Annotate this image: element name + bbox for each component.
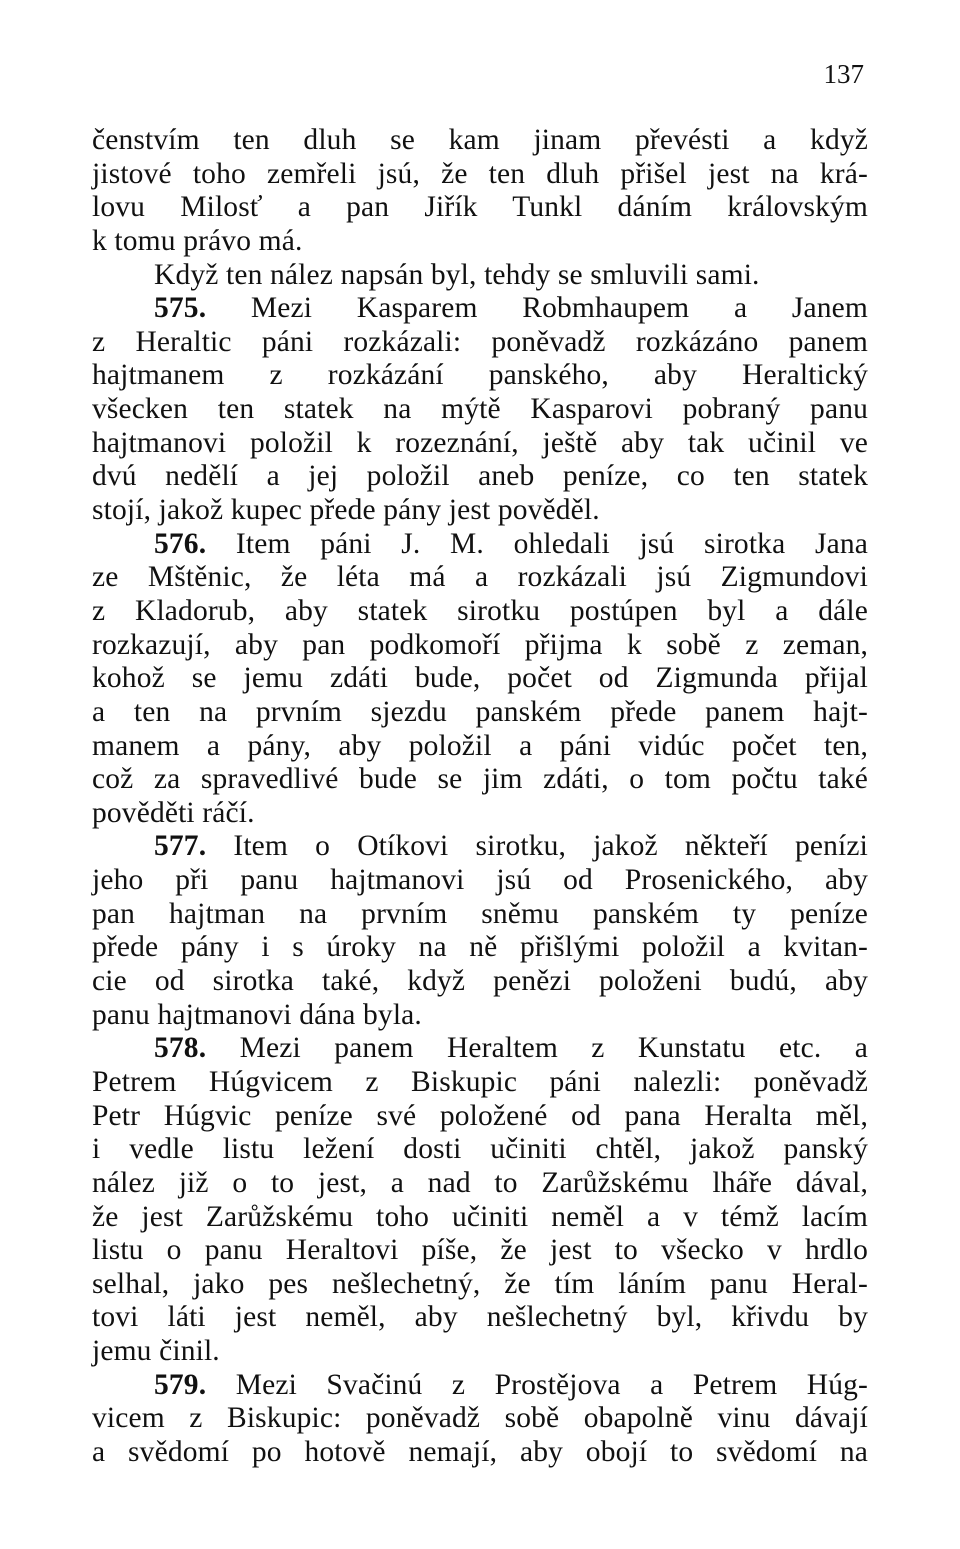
- line-text: z Heraltic páni rozkázali: poněvadž rozkázáno panem: [92, 325, 868, 358]
- line-text: pan hajtman na prvním sněmu panském ty peníze: [92, 897, 868, 930]
- text-line: [92, 1402, 868, 1436]
- text-line: [92, 427, 868, 461]
- text-line: [92, 191, 868, 225]
- text-line: [92, 595, 868, 629]
- line-text: a ten na prvním sjezdu panském přede panem hajt-: [92, 695, 868, 728]
- section-number: 579.: [154, 1368, 207, 1401]
- text-line: [92, 225, 868, 259]
- line-text: Item páni J. M. ohledali jsú sirotka Jana: [206, 527, 868, 560]
- line-text: vicem z Biskupic: poněvadž sobě obapolně vinu dávají: [92, 1402, 868, 1435]
- text-line: [92, 696, 868, 730]
- line-text: dvú nedělí a jej položil aneb peníze, co ten statek: [92, 460, 868, 493]
- line-text: hajtmanovi položil k rozeznání, ještě aby tak učinil ve: [92, 426, 868, 459]
- text-line: [92, 1133, 868, 1167]
- section-number: 576.: [154, 527, 207, 560]
- text-line: [92, 662, 868, 696]
- line-text: rozkazují, aby pan podkomoří přijma k sobě z zeman,: [92, 628, 868, 661]
- text-line: [92, 864, 868, 898]
- text-line: [92, 730, 868, 764]
- body-text: [92, 124, 868, 1470]
- text-line: [92, 1436, 868, 1470]
- text-line: [92, 1201, 868, 1235]
- text-line: [92, 1234, 868, 1268]
- text-line: [92, 460, 868, 494]
- text-line: [92, 326, 868, 360]
- line-text: a svědomí po hotově nemají, aby obojí to svědomí na: [92, 1435, 868, 1468]
- text-line: [92, 158, 868, 192]
- section-number: 575.: [154, 292, 207, 325]
- text-line: [92, 1167, 868, 1201]
- section-start-line: [92, 1032, 868, 1066]
- section-start-line: [92, 528, 868, 562]
- text-line: [92, 561, 868, 595]
- text-line: [92, 393, 868, 427]
- line-text: tovi láti jest neměl, aby nešlechetný byl, křivdu by: [92, 1301, 868, 1334]
- line-text: kohož se jemu zdáti bude, počet od Zigmunda přijal: [92, 662, 868, 695]
- text-line: [92, 965, 868, 999]
- section-number: 578.: [154, 1032, 207, 1065]
- line-text: listu o panu Heraltovi píše, že jest to všecko v hrdlo: [92, 1234, 868, 1267]
- line-text: cie od sirotka také, když penězi položeni budú, aby: [92, 965, 868, 998]
- text-line: [92, 629, 868, 663]
- line-text: jeho při panu hajtmanovi jsú od Prosenického, aby: [92, 864, 868, 897]
- text-line: [92, 1335, 868, 1369]
- line-text: i vedle listu ležení dosti učiniti chtěl, jakož panský: [92, 1133, 868, 1166]
- line-text: ze Mštěnic, že léta má a rozkázali jsú Zigmundovi: [92, 561, 868, 594]
- text-line: [92, 1066, 868, 1100]
- line-text: hajtmanem z rozkázání panského, aby Heraltický: [92, 359, 868, 392]
- line-text: selhal, jako pes nešlechetný, že tím láním panu Heral-: [92, 1267, 868, 1300]
- line-text: všecken ten statek na mýtě Kasparovi pobraný panu: [92, 393, 868, 426]
- page-number: 137: [823, 59, 864, 89]
- line-text: Petr Húgvic peníze své položené od pana Heralta měl,: [92, 1099, 868, 1132]
- line-text: nález již o to jest, a nad to Zarůžskému lháře dával,: [92, 1166, 868, 1199]
- line-text: k tomu právo má.: [92, 224, 303, 257]
- line-text: jistové toho zemřeli jsú, že ten dluh přišel jest na krá-: [92, 157, 868, 190]
- line-text: z Kladorub, aby statek sirotku postúpen byl a dále: [92, 594, 868, 627]
- line-text: že jest Zarůžskému toho učiniti neměl a v témž lacím: [92, 1200, 868, 1233]
- line-text: Mezi Svačinú z Prostějova a Petrem Húg-: [206, 1368, 868, 1401]
- section-start-line: [92, 830, 868, 864]
- line-text: pověděti ráčí.: [92, 796, 255, 829]
- text-line: [92, 898, 868, 932]
- line-text: lovu Milosť a pan Jiřík Tunkl dáním královským: [92, 191, 868, 224]
- line-text: jemu činil.: [92, 1335, 220, 1368]
- line-text: přede pány i s úroky na ně přišlými položil a kvitan-: [92, 931, 868, 964]
- text-line: [92, 763, 868, 797]
- text-line: [92, 124, 868, 158]
- text-line: [92, 1301, 868, 1335]
- text-line: [92, 359, 868, 393]
- line-text: stojí, jakož kupec přede pány jest pověděl.: [92, 494, 600, 527]
- line-text: manem a pány, aby položil a páni vidúc počet ten,: [92, 729, 868, 762]
- text-line: [92, 259, 868, 293]
- line-text: panu hajtmanovi dána byla.: [92, 998, 422, 1031]
- section-start-line: [92, 292, 868, 326]
- line-text: Mezi Kasparem Robmhaupem a Janem: [206, 292, 868, 325]
- text-line: [92, 494, 868, 528]
- text-line: [92, 931, 868, 965]
- text-line: [92, 797, 868, 831]
- line-text: čenstvím ten dluh se kam jinam převésti a když: [92, 124, 868, 156]
- line-text: Mezi panem Heraltem z Kunstatu etc. a: [206, 1032, 868, 1065]
- text-line: [92, 1268, 868, 1302]
- line-text: což za spravedlivé bude se jim zdáti, o tom počtu také: [92, 763, 868, 796]
- text-line: [92, 1100, 868, 1134]
- line-text: Petrem Húgvicem z Biskupic páni nalezli: poněvadž: [92, 1065, 868, 1098]
- line-text: Item o Otíkovi sirotku, jakož někteří penízi: [206, 830, 868, 863]
- text-line: [92, 999, 868, 1033]
- section-start-line: [92, 1369, 868, 1403]
- line-text: Když ten nález napsán byl, tehdy se smluvili sami.: [154, 258, 760, 291]
- section-number: 577.: [154, 830, 207, 863]
